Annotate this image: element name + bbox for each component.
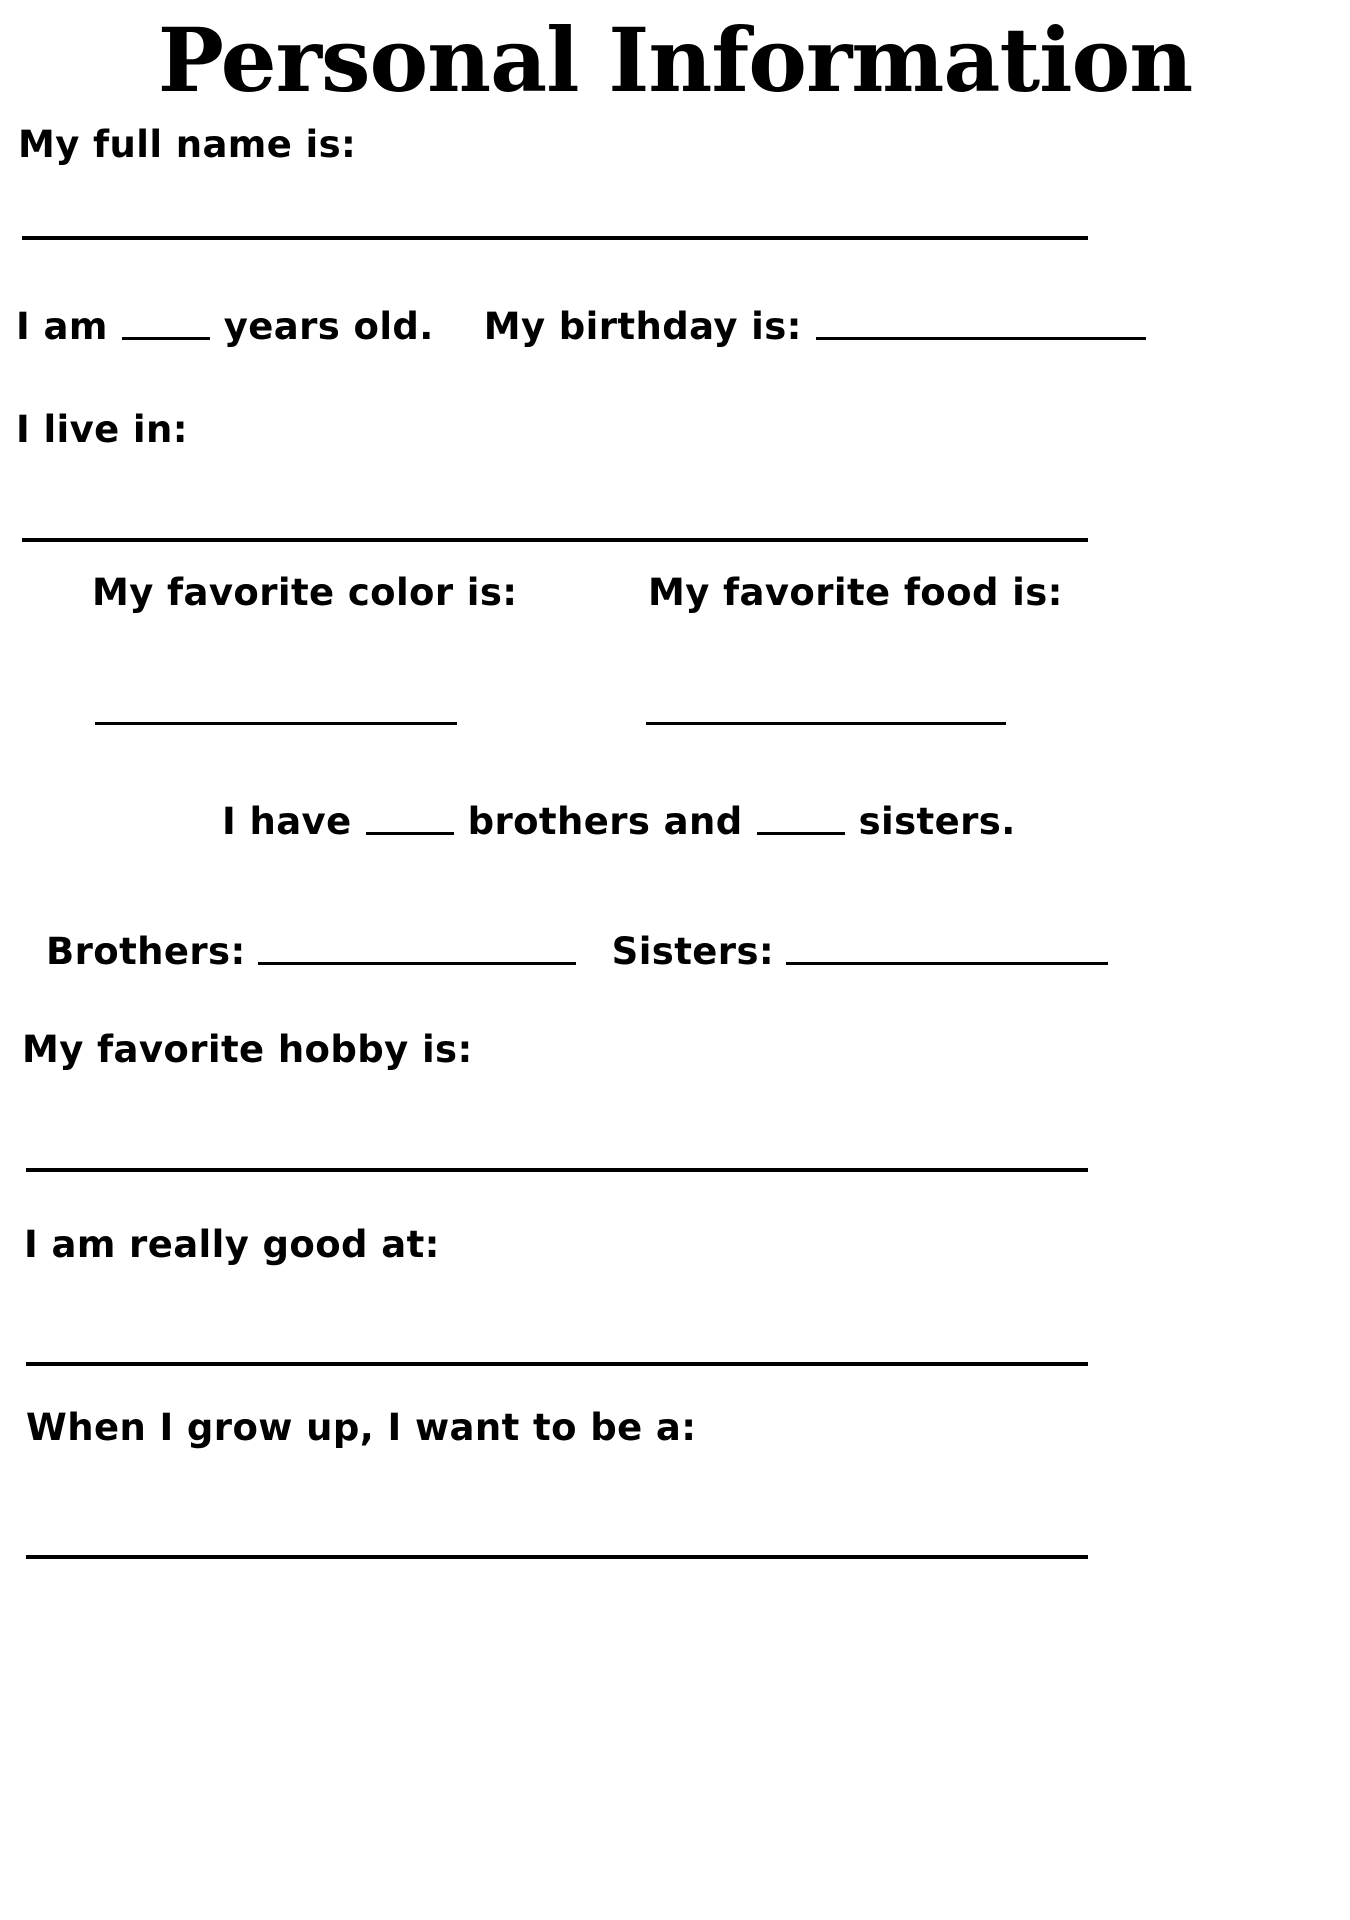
answer-line-live-in[interactable]: [22, 538, 1088, 542]
label-siblings-suffix: sisters.: [858, 800, 1016, 843]
row-siblings-count: [222, 800, 1016, 843]
answer-blank-brothers-names[interactable]: [258, 962, 576, 965]
answer-blank-sisters-names[interactable]: [786, 962, 1108, 965]
label-age-prefix: I am: [16, 305, 108, 348]
answer-line-hobby[interactable]: [26, 1168, 1088, 1172]
label-favorite-food: My favorite food is:: [648, 571, 1063, 614]
label-grow-up: When I grow up, I want to be a:: [26, 1406, 697, 1449]
label-siblings-middle: brothers and: [467, 800, 743, 843]
label-siblings-prefix: I have: [222, 800, 352, 843]
page-title: Personal Information: [157, 8, 1193, 112]
label-brothers: Brothers:: [46, 930, 246, 973]
label-live-in: I live in:: [16, 408, 188, 451]
label-sisters: Sisters:: [611, 930, 775, 973]
row-age-birthday: [16, 305, 1146, 348]
row-sibling-names: [46, 930, 1108, 973]
answer-line-grow-up[interactable]: [26, 1555, 1088, 1559]
answer-blank-brothers-count[interactable]: [366, 832, 454, 835]
answer-blank-birthday[interactable]: [816, 337, 1146, 340]
label-full-name: My full name is:: [18, 123, 357, 166]
answer-blank-sisters-count[interactable]: [757, 832, 845, 835]
label-good-at: I am really good at:: [24, 1223, 440, 1266]
answer-line-favorite-color[interactable]: [95, 722, 457, 725]
label-birthday: My birthday is:: [483, 305, 802, 348]
label-age-suffix: years old.: [223, 305, 434, 348]
answer-line-full-name[interactable]: [22, 236, 1088, 240]
answer-blank-age[interactable]: [122, 337, 210, 340]
label-hobby: My favorite hobby is:: [22, 1028, 473, 1071]
answer-line-favorite-food[interactable]: [646, 722, 1006, 725]
label-favorite-color: My favorite color is:: [92, 571, 518, 614]
answer-line-good-at[interactable]: [26, 1362, 1088, 1366]
